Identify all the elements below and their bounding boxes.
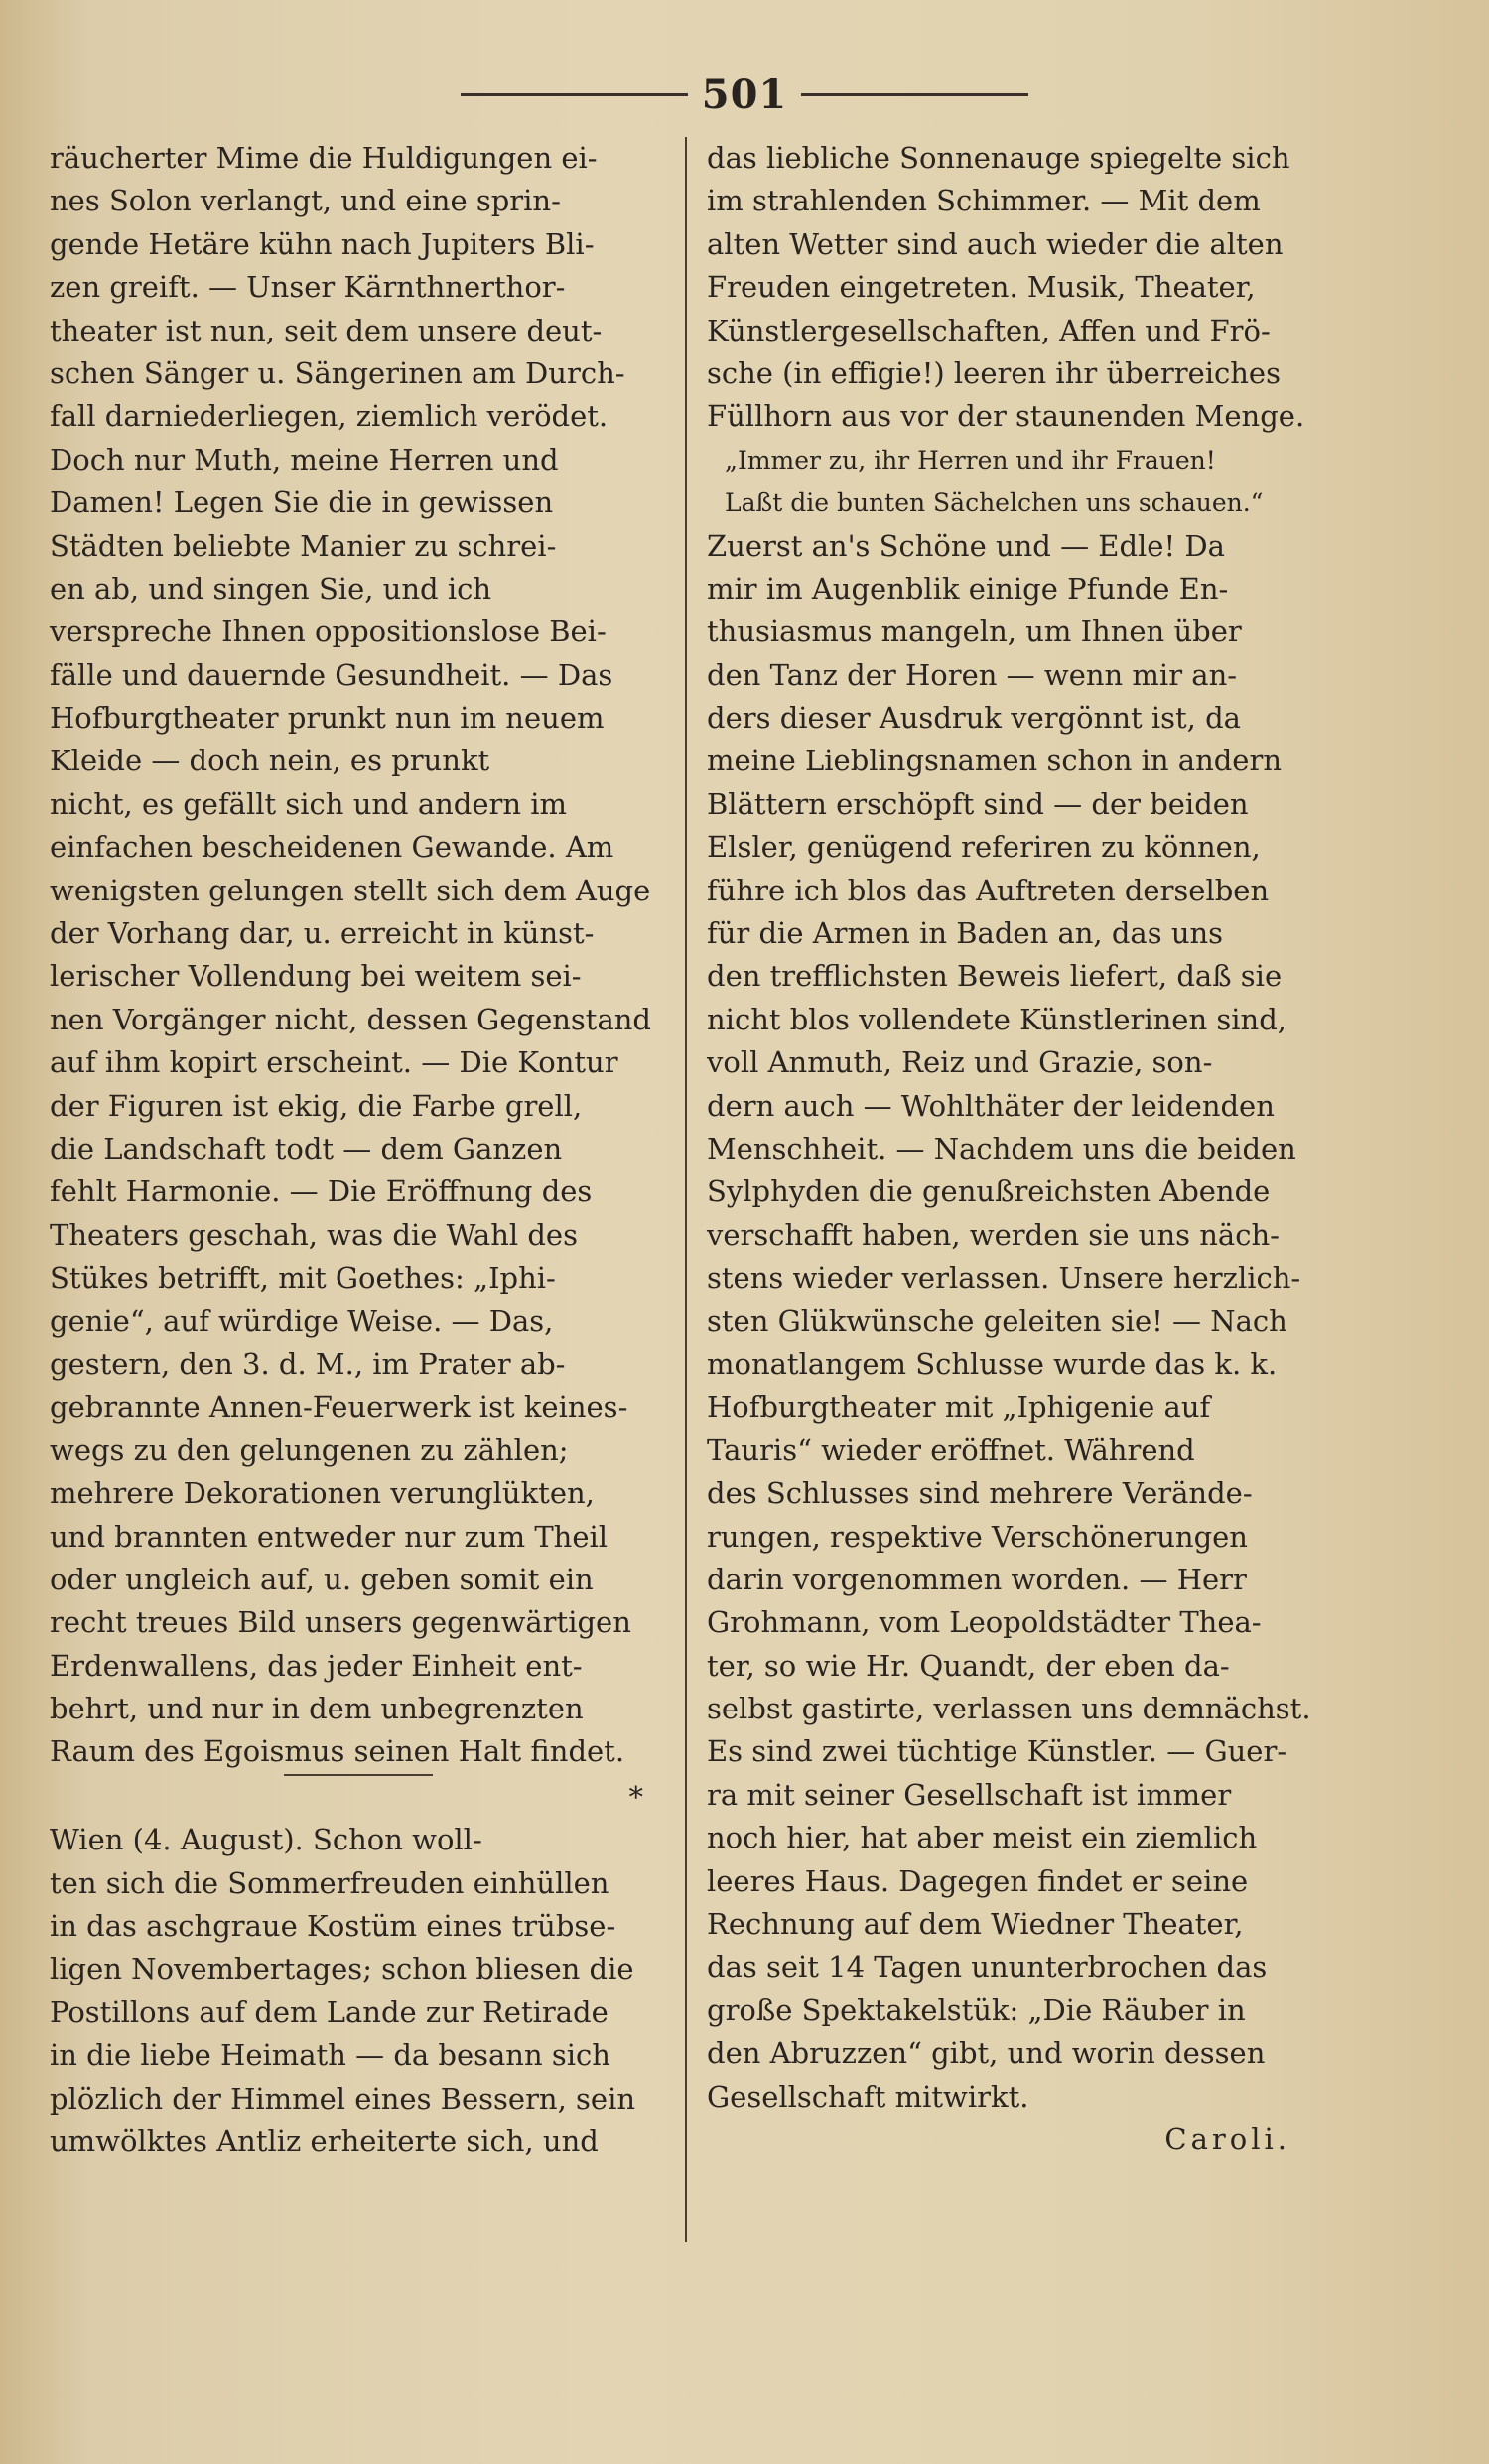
text-line: fehlt Harmonie. — Die Eröffnung des [50, 1174, 593, 1209]
text-line: Künstlergesellschaften, Affen und Frö- [707, 313, 1271, 347]
text-line: selbst gastirte, verlassen uns demnächst. [707, 1692, 1311, 1726]
text-line: des Schlusses sind mehrere Verände- [707, 1476, 1253, 1511]
text-line: das seit 14 Tagen ununterbrochen das [707, 1950, 1268, 1985]
text-line: Postillons auf dem Lande zur Retirade [50, 1994, 609, 2029]
text-line: genie“, auf würdige Weise. — Das, [50, 1303, 554, 1338]
text-line: Hofburgtheater prunkt nun im neuem [50, 701, 605, 736]
text-line: in das aschgraue Kostüm eines trübse- [50, 1909, 616, 1944]
text-line: nen Vorgänger nicht, dessen Gegenstand [50, 1002, 651, 1036]
text-line: Gesellschaft mitwirkt. [707, 2079, 1029, 2114]
text-line: ter, so wie Hr. Quandt, der eben da- [707, 1648, 1230, 1683]
text-line: meine Lieblingsnamen schon in andern [707, 744, 1283, 778]
page-number: 501 [701, 70, 788, 118]
verse-quote [707, 439, 1330, 525]
text-line: die Landschaft todt — dem Ganzen [50, 1131, 563, 1165]
text-line: für die Armen in Baden an, das uns [707, 916, 1224, 951]
text-line: ligen Novembertages; schon bliesen die [50, 1952, 634, 1986]
text-line: und brannten entweder nur zum Theil [50, 1519, 609, 1554]
text-line: alten Wetter sind auch wieder die alten [707, 226, 1284, 261]
text-line: nicht, es gefällt sich und andern im [50, 786, 568, 821]
text-line: darin vorgenommen worden. — Herr [707, 1562, 1247, 1596]
text-line: Städten beliebte Manier zu schrei- [50, 528, 557, 563]
text-line: im strahlenden Schimmer. — Mit dem [707, 184, 1261, 218]
text-line: en ab, und singen Sie, und ich [50, 571, 492, 606]
text-line: Freuden eingetreten. Musik, Theater, [707, 270, 1256, 305]
text-line: Damen! Legen Sie die in gewissen [50, 485, 554, 520]
text-line: Zuerst an's Schöne und — Edle! Da [707, 528, 1225, 563]
text-line: thusiasmus mangeln, um Ihnen über [707, 615, 1242, 649]
page-header [447, 69, 1042, 119]
text-line: stens wieder verlassen. Unsere herzlich- [707, 1261, 1301, 1296]
text-line: Hofburgtheater mit „Iphigenie auf [707, 1390, 1211, 1425]
text-line: das liebliche Sonnenauge spiegelte sich [707, 141, 1290, 175]
text-line: Füllhorn aus vor der staunenden Menge. [707, 399, 1305, 434]
text-line: mehrere Dekorationen verunglükten, [50, 1476, 595, 1511]
text-line: ders dieser Ausdruk vergönnt ist, da [707, 701, 1241, 736]
text-line: gebrannte Annen-Feuerwerk ist keines- [50, 1390, 628, 1425]
text-line: lerischer Vollendung bei weitem sei- [50, 959, 582, 994]
text-line: sten Glükwünsche geleiten sie! — Nach [707, 1303, 1287, 1338]
text-line: Es sind zwei tüchtige Künstler. — Guer- [707, 1734, 1287, 1769]
text-line: den Abruzzen“ gibt, und worin dessen [707, 2036, 1266, 2071]
text-line: gende Hetäre kühn nach Jupiters Bli- [50, 226, 595, 261]
text-line: gestern, den 3. d. M., im Prater ab- [50, 1346, 566, 1381]
text-line: den trefflichsten Beweis liefert, daß sie [707, 959, 1283, 994]
text-line: nes Solon verlangt, und eine sprin- [50, 184, 561, 218]
text-line: fall darniederliegen, ziemlich verödet. [50, 399, 609, 434]
text-line: leeres Haus. Dagegen findet er seine [707, 1863, 1249, 1898]
vienna-report-start [50, 1819, 667, 2163]
right-article-part-1 [707, 137, 1330, 439]
column-divider [685, 137, 687, 2242]
text-line: umwölktes Antliz erheiterte sich, und [50, 2123, 599, 2158]
text-line: der Figuren ist ekig, die Farbe grell, [50, 1088, 583, 1123]
text-line: wegs zu den gelungenen zu zählen; [50, 1433, 569, 1467]
text-line: Raum des Egoismus seinen Halt findet. [50, 1734, 625, 1769]
text-line: schen Sänger u. Sängerinen am Durch- [50, 355, 625, 390]
text-line: Wien (4. August). Schon woll- [50, 1823, 482, 1857]
text-line: Theaters geschah, was die Wahl des [50, 1217, 578, 1252]
left-column [50, 137, 667, 2163]
text-line: einfachen bescheidenen Gewande. Am [50, 830, 614, 865]
text-line: plözlich der Himmel eines Bessern, sein [50, 2081, 636, 2116]
text-line: Kleide — doch nein, es prunkt [50, 744, 490, 778]
text-line: den Tanz der Horen — wenn mir an- [707, 657, 1238, 692]
text-line: Laßt die bunten Sächelchen uns schauen.“ [725, 488, 1264, 518]
text-line: wenigsten gelungen stellt sich dem Auge [50, 873, 651, 907]
text-line: nicht blos vollendete Künstlerinen sind, [707, 1002, 1286, 1036]
text-line: rungen, respektive Verschönerungen [707, 1519, 1248, 1554]
text-line: „Immer zu, ihr Herren und ihr Frauen! [725, 445, 1216, 475]
text-line: Elsler, genügend referiren zu können, [707, 830, 1261, 865]
text-line: auf ihm kopirt erscheint. — Die Kontur [50, 1045, 618, 1080]
text-line: dern auch — Wohlthäter der leidenden [707, 1088, 1275, 1123]
text-line: räucherter Mime die Huldigungen ei- [50, 141, 598, 175]
text-line: recht treues Bild unsers gegenwärtigen [50, 1605, 631, 1640]
text-line: in die liebe Heimath — da besann sich [50, 2038, 610, 2073]
text-line: Blättern erschöpft sind — der beiden [707, 786, 1249, 821]
text-line: Doch nur Muth, meine Herren und [50, 442, 559, 477]
text-line: voll Anmuth, Reiz und Grazie, son- [707, 1045, 1213, 1080]
text-line: Menschheit. — Nachdem uns die beiden [707, 1131, 1296, 1165]
header-rule-left [461, 93, 688, 96]
section-asterisk: * [628, 1779, 643, 1814]
text-line: ra mit seiner Gesellschaft ist immer [707, 1777, 1232, 1812]
text-line: ten sich die Sommerfreuden einhüllen [50, 1865, 609, 1900]
text-line: sche (in effigie!) leeren ihr überreiches [707, 355, 1281, 390]
text-line: Stükes betrifft, mit Goethes: „Iphi- [50, 1261, 556, 1296]
text-line: noch hier, hat aber meist ein ziemlich [707, 1821, 1258, 1855]
text-line: verschafft haben, werden sie uns näch- [707, 1217, 1280, 1252]
text-line: Erdenwallens, das jeder Einheit ent- [50, 1648, 583, 1683]
text-line: große Spektakelstük: „Die Räuber in [707, 1992, 1246, 2027]
header-rule-right [801, 93, 1028, 96]
text-line: Tauris“ wieder eröffnet. Während [707, 1433, 1195, 1467]
author-signature: Caroli. [1164, 2122, 1290, 2156]
text-line: fälle und dauernde Gesundheit. — Das [50, 657, 613, 692]
text-line: oder ungleich auf, u. geben somit ein [50, 1562, 594, 1596]
right-article-part-2 [707, 525, 1330, 2119]
text-line: der Vorhang dar, u. erreicht in künst- [50, 916, 595, 951]
text-line: theater ist nun, seit dem unsere deut- [50, 313, 603, 347]
text-line: Rechnung auf dem Wiedner Theater, [707, 1907, 1244, 1942]
text-line: führe ich blos das Auftreten derselben [707, 873, 1270, 907]
text-line: monatlangem Schlusse wurde das k. k. [707, 1346, 1278, 1381]
text-line: mir im Augenblik einige Pfunde En- [707, 571, 1229, 606]
left-article-continuation [50, 137, 667, 1774]
text-line: behrt, und nur in dem unbegrenzten [50, 1692, 584, 1726]
text-line: zen greift. — Unser Kärnthnerthor- [50, 270, 566, 305]
text-line: Sylphyden die genußreichsten Abende [707, 1174, 1271, 1209]
text-line: Grohmann, vom Leopoldstädter Thea- [707, 1605, 1262, 1640]
right-column [707, 137, 1330, 2161]
text-line: verspreche Ihnen oppositionslose Bei- [50, 615, 607, 649]
